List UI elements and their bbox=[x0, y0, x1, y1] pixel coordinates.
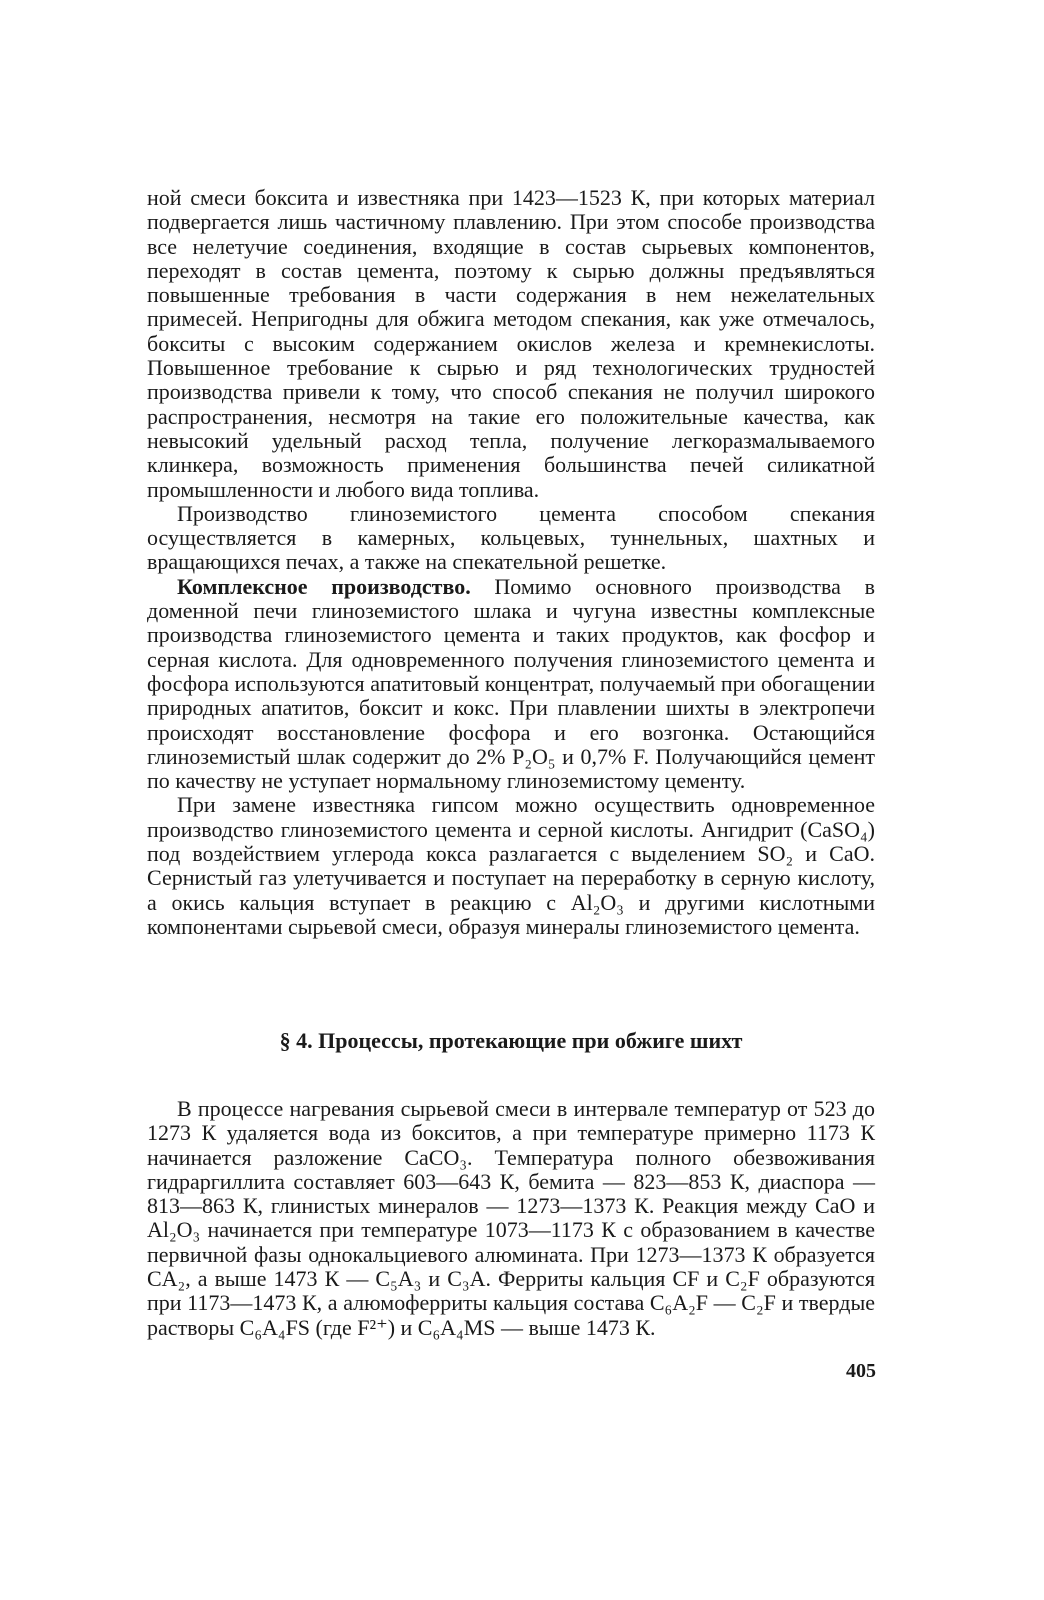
gypsum-paragraph: При замене известняка гипсом можно осуществить одновременное производство глиноземистого цемента и серной кислоты. Ангидрит (CaSO₄) под воздействием углерода кокса разлагается с выделением SO₂ и CaO. Сернистый газ улетучивается и поступает на переработку в серную кислоту, а окись кальция вступает в реакцию с Al₂O₃ и другими кислотными компонентами сырьевой смеси, образуя минералы глиноземистого цемента. bbox=[147, 792, 875, 939]
complex-production-body: Помимо основного производства в доменной печи глиноземистого шлака и чугуна известны комплексные производства глиноземистого цемента и таких продуктов, как фосфор и серная кислота. Для одновременного получения глиноземистого цемента и фосфора используются апатитовый концентрат, получаемый при обогащении природных апатитов, боксит и кокс. При плавлении шихты в электропечи происходят восстановление фосфора и его возгонка. Остающийся глиноземистый шлак содержит до 2% P₂O₅ и 0,7% F. Получающийся цемент по качеству не уступает нормальному глиноземистому цементу. bbox=[147, 573, 875, 794]
sintering-paragraph: Производство глиноземистого цемента способом спекания осуществляется в камерных, кольцевых, туннельных, шахтных и вращающихся печах, а также на спекательной решетке. bbox=[147, 500, 875, 575]
main-text-block bbox=[147, 186, 875, 939]
complex-production-paragraph bbox=[147, 575, 875, 794]
section-heading: § 4. Процессы, протекающие при обжиге шихт bbox=[279, 1028, 743, 1053]
firing-processes-paragraph: В процессе нагревания сырьевой смеси в интервале температур от 523 до 1273 К удаляется вода из бокситов, а при температуре примерно 1173 К начинается разложение CaCO₃. Температура полного обезвоживания гидраргиллита составляет 603—643 К, бемита — 823—853 К, диаспора — 813—863 К, глинистых минералов — 1273—1373 К. Реакция между CaO и Al₂O₃ начинается при температуре 1073—1173 К с образованием в качестве первичной фазы однокальциевого алюмината. При 1273—1373 К образуется CA₂, а выше 1473 К — C₅A₃ и C₃A. Ферриты кальция CF и C₂F образуются при 1173—1473 К, а алюмоферриты кальция состава C₆A₂F — C₂F и твердые растворы C₆A₄FS (где F²⁺) и C₆A₄MS — выше 1473 К. bbox=[147, 1096, 875, 1340]
section-body bbox=[147, 1097, 875, 1340]
page-number: 405 bbox=[846, 1360, 876, 1382]
complex-production-run-in-title: Комплексное производство. bbox=[177, 573, 471, 599]
continuation-paragraph: ной смеси боксита и известняка при 1423—1523 К, при которых материал подвергается лишь частичному плавлению. При этом способе производства все нелетучие соединения, входящие в состав сырьевых компонентов, переходят в состав цемента, поэтому к сырью должны предъявляться повышенные требования в части содержания в нем нежелательных примесей. Непригодны для обжига методом спекания, как уже отмечалось, бокситы с высоким содержанием окислов железа и кремнекислоты. Повышенное требование к сырью и ряд технологических трудностей производства привели к тому, что способ спекания не получил широкого распространения, несмотря на такие его положительные качества, как невысокий удельный расход тепла, получение легкоразмалываемого клинкера, возможность применения большинства печей силикатной промышленности и любого вида топлива. bbox=[147, 185, 875, 502]
